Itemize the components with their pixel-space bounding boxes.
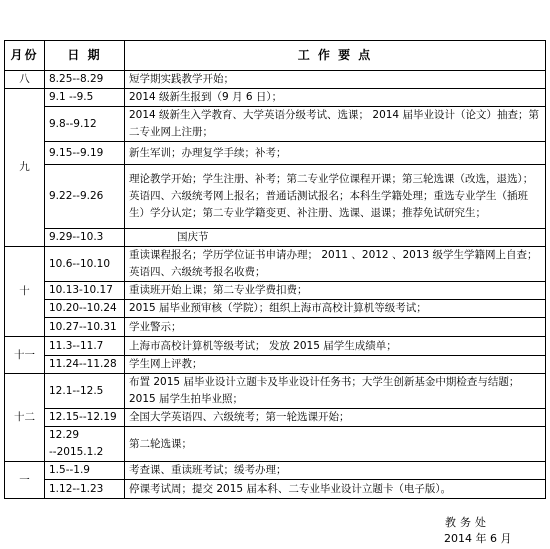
date-cell: 10.27--10.31 [45,318,125,337]
table-row [5,282,546,300]
date-cell: 10.13-10.17 [45,282,125,300]
task-cell: 2014 级新生报到（9 月 6 日）； [125,89,546,107]
date-cell: 9.29--10.3 [45,229,125,247]
footer-date: 2014 年 6 月 [444,532,512,545]
task-cell: 2015 届毕业预审核（学院）；组织上海市高校计算机等级考试； [125,300,546,318]
table-row [5,165,546,229]
table-row [5,462,546,480]
table-row [5,247,546,282]
table-row [5,409,546,427]
date-cell: 9.22--9.26 [45,165,125,229]
date-cell: 12.15--12.19 [45,409,125,427]
task-cell: 上海市高校计算机等级考试； 发放 2015 届学生成绩单； [125,337,546,356]
table-row [5,107,546,142]
table-row [5,71,546,89]
month-cell: 八 [5,71,45,89]
task-cell: 停课考试周；提交 2015 届本科、二专业毕业设计立题卡（电子版）。 [125,480,546,499]
date-cell: 8.25--8.29 [45,71,125,89]
date-cell: 1.5--1.9 [45,462,125,480]
header-date: 日 期 [45,41,125,71]
date-cell: 9.8--9.12 [45,107,125,142]
header-row [5,41,546,71]
task-cell: 布置 2015 届毕业设计立题卡及毕业设计任务书；大学生创新基金中期检查与结题；2015 届学生拍毕业照； [125,374,546,409]
task-cell: 新生军训；办理复学手续；补考； [125,142,546,165]
header-month: 月份 [5,41,45,71]
month-cell: 九 [5,89,45,247]
task-cell: 第二轮选课； [125,427,546,462]
task-cell: 考查课、重读班考试；缓考办理； [125,462,546,480]
table-row [5,89,546,107]
month-cell: 一 [5,462,45,499]
date-cell: 11.3--11.7 [45,337,125,356]
table-row [5,300,546,318]
task-cell: 国庆节 [125,229,546,247]
date-cell: 10.6--10.10 [45,247,125,282]
date-cell: 10.20--10.24 [45,300,125,318]
task-cell: 2014 级新生入学教育、大学英语分级考试、选课； 2014 届毕业设计（论文）抽查；第二专业网上注册； [125,107,546,142]
table-row [5,427,546,462]
date-cell: 1.12--1.23 [45,480,125,499]
table-row [5,356,546,374]
date-cell: 12.29 --2015.1.2 [45,427,125,462]
task-cell: 重读班开始上课；第二专业学费扣费； [125,282,546,300]
date-cell: 11.24--11.28 [45,356,125,374]
task-cell: 重读课程报名；学历学位证书申请办理； 2011 、2012 、2013 级学生学籍网上自查；英语四、六级统考报名收费； [125,247,546,282]
date-cell: 12.1--12.5 [45,374,125,409]
month-cell: 十 [5,247,45,337]
header-work: 工 作 要 点 [125,41,546,71]
table-row [5,480,546,499]
footer-department: 教务处 [445,516,490,529]
task-cell: 全国大学英语四、六级统考；第一轮选课开始； [125,409,546,427]
schedule-table [4,40,546,499]
task-cell: 短学期实践教学开始； [125,71,546,89]
month-cell: 十一 [5,337,45,374]
table-row [5,374,546,409]
date-cell: 9.15--9.19 [45,142,125,165]
table-row [5,318,546,337]
month-cell: 十二 [5,374,45,462]
table-row [5,337,546,356]
table-row [5,229,546,247]
task-cell: 学生网上评教； [125,356,546,374]
task-cell: 学业警示； [125,318,546,337]
date-cell: 9.1 --9.5 [45,89,125,107]
task-cell: 理论教学开始；学生注册、补考；第二专业学位课程开课；第三轮选课（改选，退选）；英语四、六级统考网上报名；普通话测试报名；本科生学籍处理；重选专业学生（插班生）学分认定；第二专业学籍变更、补注册、选课、退课；推荐免试研究生； [125,165,546,229]
table-row [5,142,546,165]
